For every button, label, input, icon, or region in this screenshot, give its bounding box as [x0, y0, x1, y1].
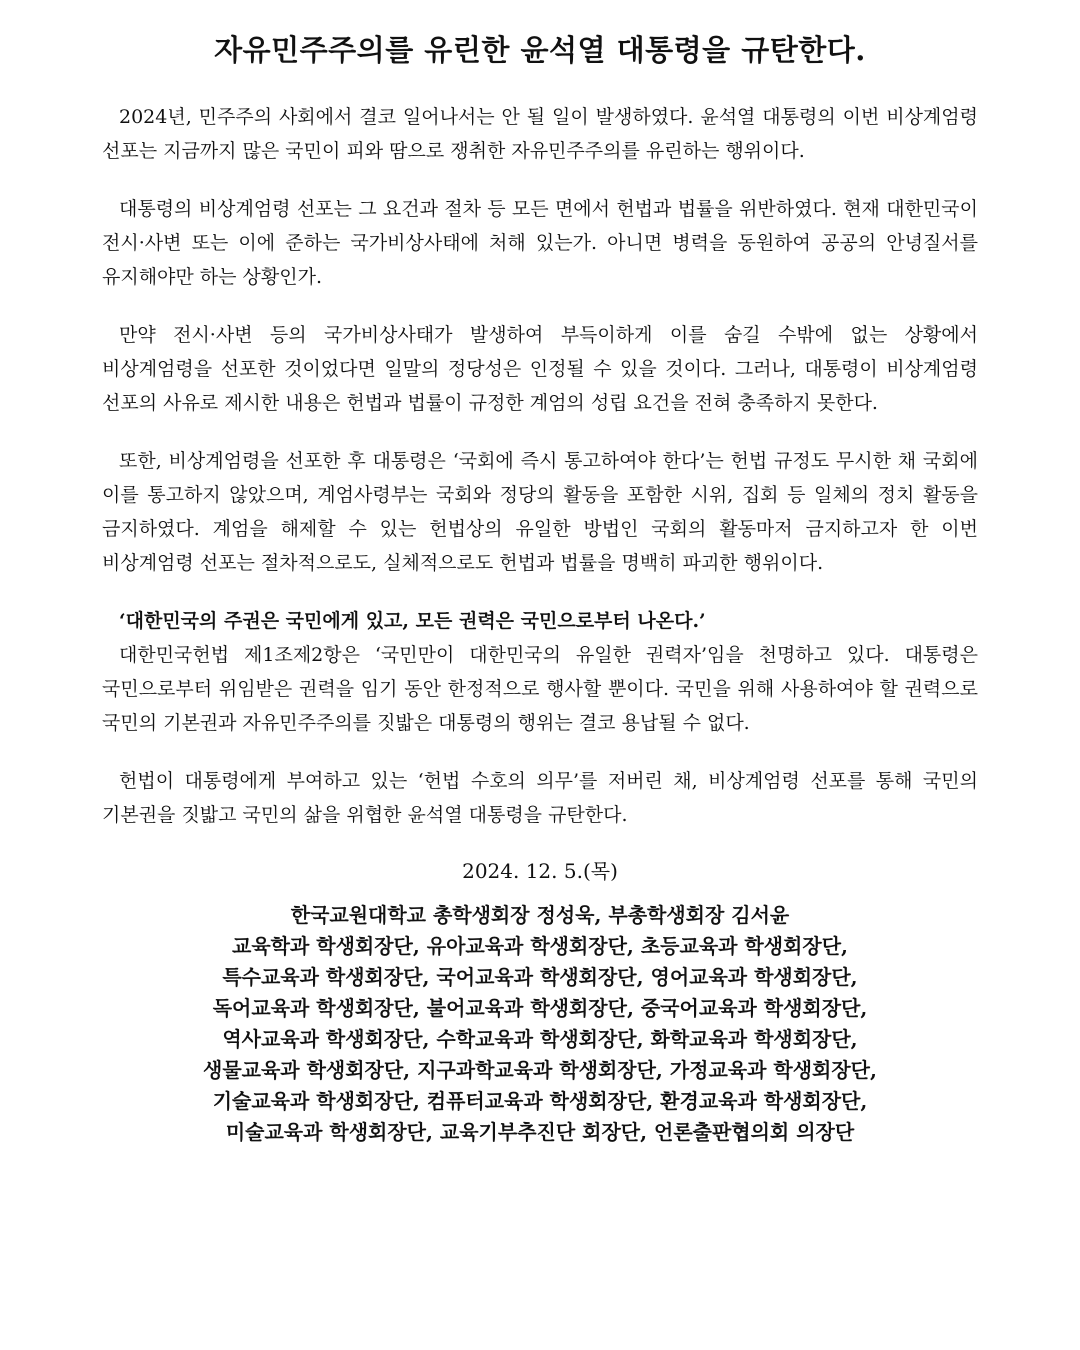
statement-date: 2024. 12. 5.(목): [462, 859, 618, 883]
signatory-line: 교육학과 학생회장단, 유아교육과 학생회장단, 초등교육과 학생회장단,: [232, 934, 848, 958]
body-paragraph-4: 또한, 비상계엄령을 선포한 후 대통령은 ‘국회에 즉시 통고하여야 한다’는 헌법 규정도 무시한 채 국회에 이를 통고하지 않았으며, 계엄사령부는 국회와 정당의 활동을 포함한 시위, 집회 등 일체의 정치 활동을 금지하였다. 계엄을 해제할 수 있는 헌법상의 유일한 방법인 국회의 활동마저 금지하고자 한 이번 비상계엄령 선포는 절차적으로도, 실체적으로도 헌법과 법률을 명백히 파괴한 행위이다.: [102, 450, 978, 574]
signatory-line: 독어교육과 학생회장단, 불어교육과 학생회장단, 중국어교육과 학생회장단,: [212, 996, 868, 1020]
signatory-line: 역사교육과 학생회장단, 수학교육과 학생회장단, 화학교육과 학생회장단,: [222, 1027, 858, 1051]
signatory-line: 기술교육과 학생회장단, 컴퓨터교육과 학생회장단, 환경교육과 학생회장단,: [212, 1089, 868, 1113]
body-paragraph-2: 대통령의 비상계엄령 선포는 그 요건과 절차 등 모든 면에서 헌법과 법률을 위반하였다. 현재 대한민국이 전시·사변 또는 이에 준하는 국가비상사태에 처해 있는가. 아니면 병력을 동원하여 공공의 안녕질서를 유지해야만 하는 상황인가.: [102, 198, 978, 288]
signatory-line: 미술교육과 학생회장단, 교육기부추진단 회장단, 언론출판협의회 의장단: [225, 1120, 855, 1144]
body-paragraph-3: 만약 전시·사변 등의 국가비상사태가 발생하여 부득이하게 이를 숨길 수밖에 없는 상황에서 비상계엄령을 선포한 것이었다면 일말의 정당성은 인정될 수 있을 것이다. 그러나, 대통령이 비상계엄령 선포의 사유로 제시한 내용은 헌법과 법률이 규정한 계엄의 성립 요건을 전혀 충족하지 못한다.: [102, 324, 978, 414]
constitution-quote: ‘대한민국의 주권은 국민에게 있고, 모든 권력은 국민으로부터 나온다.’: [119, 610, 706, 632]
closing-paragraph: 헌법이 대통령에게 부여하고 있는 ‘헌법 수호의 의무’를 저버린 채, 비상계엄령 선포를 통해 국민의 기본권을 짓밟고 국민의 삶을 위협한 윤석열 대통령을 규탄한다.: [102, 770, 978, 826]
signatory-line: 한국교원대학교 총학생회장 정성욱, 부총학생회장 김서윤: [290, 903, 790, 927]
signatories-block: [102, 900, 978, 1148]
signatory-line: 생물교육과 학생회장단, 지구과학교육과 학생회장단, 가정교육과 학생회장단,: [203, 1058, 877, 1082]
statement-body: [102, 100, 978, 832]
constitution-paragraph: 대한민국헌법 제1조제2항은 ‘국민만이 대한민국의 유일한 권력자’임을 천명하고 있다. 대통령은 국민으로부터 위임받은 권력을 임기 동안 한정적으로 행사할 뿐이다. 국민을 위해 사용하여야 할 권력으로 국민의 기본권과 자유민주주의를 짓밟은 대통령의 행위는 결코 용납될 수 없다.: [102, 644, 978, 734]
body-paragraph-1: 2024년, 민주주의 사회에서 결코 일어나서는 안 될 일이 발생하였다. 윤석열 대통령의 이번 비상계엄령 선포는 지금까지 많은 국민이 피와 땀으로 쟁취한 자유민주주의를 유린하는 행위이다.: [102, 106, 978, 162]
constitution-quote-block: [102, 604, 978, 740]
signatory-line: 특수교육과 학생회장단, 국어교육과 학생회장단, 영어교육과 학생회장단,: [222, 965, 858, 989]
statement-title: 자유민주주의를 유린한 윤석열 대통령을 규탄한다.: [214, 33, 866, 67]
